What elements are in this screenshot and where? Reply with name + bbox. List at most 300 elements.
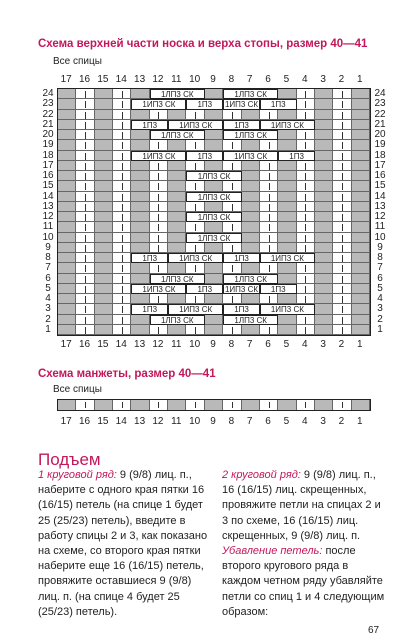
row-label-left-22: 22 — [42, 108, 54, 120]
purl-mark — [122, 163, 123, 170]
row-label-left-20: 20 — [42, 129, 54, 140]
purl-mark — [232, 204, 233, 211]
purl-mark — [305, 173, 306, 180]
purl-mark — [269, 173, 270, 180]
chart1-cell — [113, 99, 131, 109]
chart1-cell — [260, 294, 278, 304]
chart1-cell — [278, 110, 296, 120]
chart1-cell — [297, 315, 315, 325]
stitch-symbol: 1ИП3 СК — [131, 151, 186, 161]
stitch-symbol: 1П3 — [223, 304, 260, 314]
stitch-symbol: 1П3 — [260, 99, 297, 109]
purl-mark — [122, 122, 123, 129]
left-lead: 1 круговой ряд: — [38, 469, 117, 481]
chart1-cell — [205, 263, 223, 273]
chart1-top-col-3: 3 — [320, 74, 326, 85]
chart2-col-14: 14 — [115, 416, 127, 427]
chart1-cell — [58, 140, 76, 150]
purl-mark — [85, 122, 86, 129]
stitch-symbol: 1П3 — [260, 284, 297, 294]
chart1-cell — [58, 253, 76, 263]
row-label-left-9: 9 — [45, 241, 51, 253]
purl-mark — [158, 204, 159, 211]
chart1-cell — [242, 212, 260, 222]
chart2-col-9: 9 — [210, 416, 216, 427]
chart1-cell — [113, 181, 131, 191]
chart1-cell — [76, 284, 94, 294]
chart2-cell — [242, 400, 260, 410]
chart1-cell — [297, 192, 315, 202]
chart1-cell — [260, 192, 278, 202]
chart1-bottom-col-13: 13 — [134, 339, 146, 350]
chart1-cell — [131, 212, 149, 222]
stitch-symbol: 1ИП3 СК — [260, 120, 315, 130]
chart1-cell — [150, 161, 168, 171]
chart2-col-3: 3 — [320, 416, 326, 427]
row-label-left-4: 4 — [45, 293, 51, 304]
chart1-cell — [113, 110, 131, 120]
chart1-cell — [352, 171, 370, 181]
right-text-column — [222, 468, 387, 620]
chart1-cell — [168, 181, 186, 191]
purl-mark — [195, 183, 196, 190]
chart1-cell — [333, 233, 351, 243]
purl-mark — [85, 132, 86, 139]
chart1-cell — [352, 110, 370, 120]
chart1-cell — [58, 130, 76, 140]
chart1-cell — [315, 130, 333, 140]
chart1-bottom-col-15: 15 — [97, 339, 109, 350]
purl-mark — [122, 173, 123, 180]
chart1-bottom-col-11: 11 — [171, 339, 182, 350]
stitch-symbol: 1ИП3 СК — [168, 304, 223, 314]
purl-mark — [342, 194, 343, 201]
stitch-symbol: 1ИП3 СК — [131, 99, 186, 109]
purl-mark — [342, 132, 343, 139]
row-label-right-14: 14 — [374, 190, 386, 202]
chart1-cell — [297, 325, 315, 335]
stitch-symbol: 1ИП3 СК — [260, 253, 315, 263]
chart1-title: Схема верхней части носка и верха стопы, размер 40—41 — [38, 38, 368, 50]
purl-mark — [85, 153, 86, 160]
purl-mark — [85, 224, 86, 231]
chart1-cell — [297, 161, 315, 171]
purl-mark — [122, 265, 123, 272]
stitch-symbol: 1ЛП3 СК — [186, 171, 241, 181]
chart1-cell — [278, 222, 296, 232]
chart1-cell — [297, 274, 315, 284]
row-label-right-18: 18 — [374, 149, 386, 161]
chart2-cell — [76, 400, 94, 410]
chart1-cell — [315, 304, 333, 314]
chart2-title: Схема манжеты, размер 40—41 — [38, 368, 216, 380]
chart1-cell — [95, 325, 113, 335]
chart1-cell — [113, 315, 131, 325]
chart1-cell — [278, 315, 296, 325]
chart1-cell — [352, 161, 370, 171]
chart1-cell — [333, 151, 351, 161]
purl-mark — [342, 286, 343, 293]
chart1-cell — [333, 294, 351, 304]
purl-mark — [305, 286, 306, 293]
chart1-bottom-col-6: 6 — [265, 339, 271, 350]
chart1-cell — [76, 243, 94, 253]
purl-mark — [85, 112, 86, 119]
chart1-top-col-17: 17 — [60, 74, 72, 85]
chart1-cell — [223, 222, 241, 232]
chart1-cell — [333, 243, 351, 253]
row-label-left-23: 23 — [42, 98, 54, 110]
chart1-cell — [260, 110, 278, 120]
row-label-left-1: 1 — [45, 323, 51, 335]
chart1-cell — [95, 181, 113, 191]
purl-mark — [305, 235, 306, 242]
chart2-cell — [58, 400, 76, 410]
purl-mark — [195, 204, 196, 211]
purl-mark — [122, 306, 123, 313]
purl-mark — [122, 153, 123, 160]
purl-mark — [195, 163, 196, 170]
chart1-top-col-8: 8 — [228, 74, 235, 85]
purl-mark — [305, 265, 306, 272]
chart1-cell — [333, 212, 351, 222]
chart1-cell — [95, 294, 113, 304]
chart1-cell — [205, 294, 223, 304]
chart1-cell — [113, 274, 131, 284]
purl-mark — [85, 163, 86, 170]
row-label-left-7: 7 — [45, 262, 51, 274]
purl-mark — [158, 183, 159, 190]
chart1-cell — [260, 161, 278, 171]
chart1-cell — [352, 222, 370, 232]
chart1-cell — [58, 171, 76, 181]
chart1-cell — [168, 192, 186, 202]
row-label-right-2: 2 — [377, 313, 383, 325]
chart1-cell — [260, 181, 278, 191]
chart1-cell — [297, 212, 315, 222]
purl-mark — [342, 91, 343, 98]
chart1-cell — [95, 99, 113, 109]
purl-mark — [122, 214, 123, 221]
chart1-cell — [315, 284, 333, 294]
purl-mark — [122, 142, 123, 149]
chart1-cell — [186, 263, 204, 273]
chart1-cell — [186, 110, 204, 120]
purl-mark — [195, 142, 196, 149]
chart1-cell — [131, 263, 149, 273]
purl-mark — [269, 204, 270, 211]
chart2-cell — [260, 400, 278, 410]
chart1-cell — [58, 110, 76, 120]
stitch-symbol: 1ЛП3 СК — [150, 315, 205, 325]
purl-mark — [122, 402, 123, 408]
chart1-cell — [315, 294, 333, 304]
chart1-cell — [315, 140, 333, 150]
chart1-cell — [58, 222, 76, 232]
stitch-symbol: 1П3 — [131, 304, 168, 314]
chart1-cell — [352, 89, 370, 99]
chart1-cell — [113, 233, 131, 243]
chart2-col-6: 6 — [265, 416, 271, 427]
chart1-cell — [58, 284, 76, 294]
purl-mark — [232, 224, 233, 231]
chart2-cell — [95, 400, 113, 410]
purl-mark — [85, 286, 86, 293]
chart1-cell — [131, 89, 149, 99]
chart1-cell — [131, 222, 149, 232]
chart1-cell — [150, 192, 168, 202]
chart1-cell — [150, 181, 168, 191]
purl-mark — [342, 112, 343, 119]
chart1-bottom-col-9: 9 — [210, 339, 216, 350]
purl-mark — [122, 255, 123, 262]
purl-mark — [232, 327, 233, 334]
chart1-cell — [297, 181, 315, 191]
chart1-cell — [205, 130, 223, 140]
chart2-cell — [150, 400, 168, 410]
right-text-1: 9 (9/8) лиц. п., 16 (16/15) лиц. скрещенных, провяжите петли на спицах 2 и 3 по схеме, 16 (16/15) лиц. скрещенных, 9 (9/8) лиц. п. — [222, 469, 381, 542]
chart1-cell — [333, 120, 351, 130]
chart1-cell — [352, 99, 370, 109]
row-label-right-22: 22 — [374, 108, 386, 120]
purl-mark — [85, 214, 86, 221]
chart1-cell — [186, 325, 204, 335]
stitch-symbol: 1ЛП3 СК — [186, 212, 241, 222]
chart1-cell — [150, 202, 168, 212]
row-label-right-24: 24 — [374, 88, 386, 99]
chart1-cell — [315, 202, 333, 212]
purl-mark — [158, 112, 159, 119]
chart1-cell — [352, 274, 370, 284]
chart1-cell — [76, 202, 94, 212]
chart1-cell — [95, 233, 113, 243]
chart1-cell — [352, 253, 370, 263]
chart1-cell — [113, 294, 131, 304]
chart1-cell — [315, 161, 333, 171]
chart1-cell — [150, 171, 168, 181]
chart1-cell — [242, 181, 260, 191]
purl-mark — [122, 224, 123, 231]
chart2-col-8: 8 — [228, 416, 235, 427]
chart1-cell — [131, 130, 149, 140]
chart2-cell — [113, 400, 131, 410]
purl-mark — [195, 265, 196, 272]
chart1-cell — [333, 99, 351, 109]
chart1-cell — [278, 325, 296, 335]
chart1-top-col-9: 9 — [210, 74, 216, 85]
chart1-cell — [131, 140, 149, 150]
chart2-col-7: 7 — [246, 416, 253, 427]
purl-mark — [195, 224, 196, 231]
purl-mark — [269, 245, 270, 252]
chart1-cell — [131, 315, 149, 325]
chart1-cell — [150, 263, 168, 273]
chart1-cell — [223, 181, 241, 191]
chart1-cell — [58, 243, 76, 253]
chart1-cell — [76, 192, 94, 202]
chart1-bottom-col-5: 5 — [283, 339, 290, 350]
chart1-cell — [113, 151, 131, 161]
chart1-cell — [58, 325, 76, 335]
chart2-col-4: 4 — [301, 416, 308, 427]
chart1-cell — [76, 99, 94, 109]
chart1-cell — [76, 140, 94, 150]
purl-mark — [195, 402, 196, 408]
chart2-cell — [168, 400, 186, 410]
chart1-cell — [297, 171, 315, 181]
chart1-cell — [315, 120, 333, 130]
purl-mark — [232, 142, 233, 149]
row-label-right-16: 16 — [374, 170, 386, 181]
chart1-bottom-col-14: 14 — [115, 339, 127, 350]
purl-mark — [158, 327, 159, 334]
chart1-cell — [76, 130, 94, 140]
chart1-subtitle: Все спицы — [53, 56, 102, 67]
chart1-cell — [352, 325, 370, 335]
purl-mark — [85, 142, 86, 149]
chart1-cell — [168, 233, 186, 243]
chart1-cell — [58, 120, 76, 130]
stitch-symbol: 1ЛП3 СК — [150, 89, 205, 99]
chart1-cell — [278, 202, 296, 212]
purl-mark — [305, 183, 306, 190]
purl-mark — [85, 255, 86, 262]
row-label-right-8: 8 — [377, 252, 383, 263]
row-label-right-7: 7 — [377, 262, 383, 274]
chart1-cell — [223, 140, 241, 150]
chart1-cell — [223, 110, 241, 120]
chart1-cell — [278, 89, 296, 99]
purl-mark — [122, 112, 123, 119]
chart1-cell — [315, 315, 333, 325]
purl-mark — [305, 142, 306, 149]
chart1-cell — [333, 325, 351, 335]
chart1-cell — [150, 140, 168, 150]
chart1-cell — [76, 222, 94, 232]
chart1-cell — [113, 89, 131, 99]
chart1-cell — [352, 315, 370, 325]
purl-mark — [158, 214, 159, 221]
chart1-cell — [150, 325, 168, 335]
stitch-symbol: 1ЛП3 СК — [223, 130, 278, 140]
chart1-cell — [278, 233, 296, 243]
chart1-cell — [58, 304, 76, 314]
purl-mark — [269, 327, 270, 334]
stitch-symbol: 1П3 — [131, 253, 168, 263]
chart1-cell — [205, 140, 223, 150]
chart1-cell — [95, 151, 113, 161]
chart1-cell — [150, 110, 168, 120]
chart1-cell — [113, 304, 131, 314]
chart1-cell — [260, 243, 278, 253]
chart1-cell — [333, 284, 351, 294]
chart1-cell — [150, 233, 168, 243]
chart1-cell — [113, 192, 131, 202]
stitch-symbol: 1ИП3 СК — [224, 284, 259, 294]
chart1-top-col-16: 16 — [78, 74, 91, 85]
purl-mark — [122, 132, 123, 139]
chart1-cell — [223, 161, 241, 171]
purl-mark — [158, 265, 159, 272]
chart1-bottom-col-7: 7 — [246, 339, 253, 350]
purl-mark — [305, 317, 306, 324]
chart1-cell — [297, 263, 315, 273]
purl-mark — [342, 306, 343, 313]
purl-mark — [195, 296, 196, 303]
chart1-cell — [333, 253, 351, 263]
chart2-col-1: 1 — [357, 416, 363, 427]
chart1-cell — [315, 274, 333, 284]
chart1-cell — [113, 253, 131, 263]
chart1-cell — [278, 130, 296, 140]
chart1-cell — [297, 294, 315, 304]
chart2-col-16: 16 — [78, 416, 91, 427]
chart1-cell — [297, 233, 315, 243]
chart1-cell — [315, 212, 333, 222]
purl-mark — [305, 101, 306, 108]
chart1-cell — [113, 325, 131, 335]
chart1-cell — [76, 274, 94, 284]
row-label-right-5: 5 — [377, 282, 383, 294]
purl-mark — [269, 235, 270, 242]
chart1-cell — [278, 140, 296, 150]
chart1-cell — [333, 89, 351, 99]
chart1-cell — [131, 161, 149, 171]
chart1-cell — [278, 212, 296, 222]
chart1-top-col-15: 15 — [97, 74, 109, 85]
row-label-right-23: 23 — [374, 98, 386, 110]
chart1-cell — [150, 243, 168, 253]
chart1-cell — [315, 181, 333, 191]
chart1-top-col-11: 11 — [171, 74, 182, 85]
chart1-cell — [168, 243, 186, 253]
chart2-cell — [333, 400, 351, 410]
chart1-cell — [278, 263, 296, 273]
purl-mark — [85, 194, 86, 201]
chart1-cell — [242, 325, 260, 335]
chart1-top-col-14: 14 — [115, 74, 127, 85]
stitch-symbol: 1П3 — [186, 151, 223, 161]
row-label-left-5: 5 — [45, 282, 51, 294]
chart2-col-10: 10 — [189, 416, 201, 427]
purl-mark — [122, 327, 123, 334]
chart1-bottom-col-16: 16 — [78, 339, 91, 350]
chart1-cell — [95, 120, 113, 130]
row-label-left-3: 3 — [45, 303, 51, 315]
chart1-cell — [168, 222, 186, 232]
stitch-symbol: 1ЛП3 СК — [223, 274, 278, 284]
chart1-cell — [58, 181, 76, 191]
purl-mark — [85, 245, 86, 252]
chart2-cell — [297, 400, 315, 410]
row-label-right-13: 13 — [374, 200, 386, 212]
chart1-cell — [315, 171, 333, 181]
stitch-symbol: 1ИП3 СК — [131, 284, 186, 294]
chart1-cell — [76, 161, 94, 171]
chart1-cell — [205, 325, 223, 335]
chart1-cell — [76, 181, 94, 191]
purl-mark — [232, 183, 233, 190]
chart1-cell — [113, 212, 131, 222]
purl-mark — [342, 224, 343, 231]
row-label-right-3: 3 — [377, 303, 383, 315]
chart1-cell — [113, 222, 131, 232]
chart1-top-col-5: 5 — [283, 74, 290, 85]
chart1-cell — [260, 171, 278, 181]
page-number: 67 — [368, 625, 380, 636]
right-lead-1: 2 круговой ряд: — [222, 469, 301, 481]
purl-mark — [85, 317, 86, 324]
